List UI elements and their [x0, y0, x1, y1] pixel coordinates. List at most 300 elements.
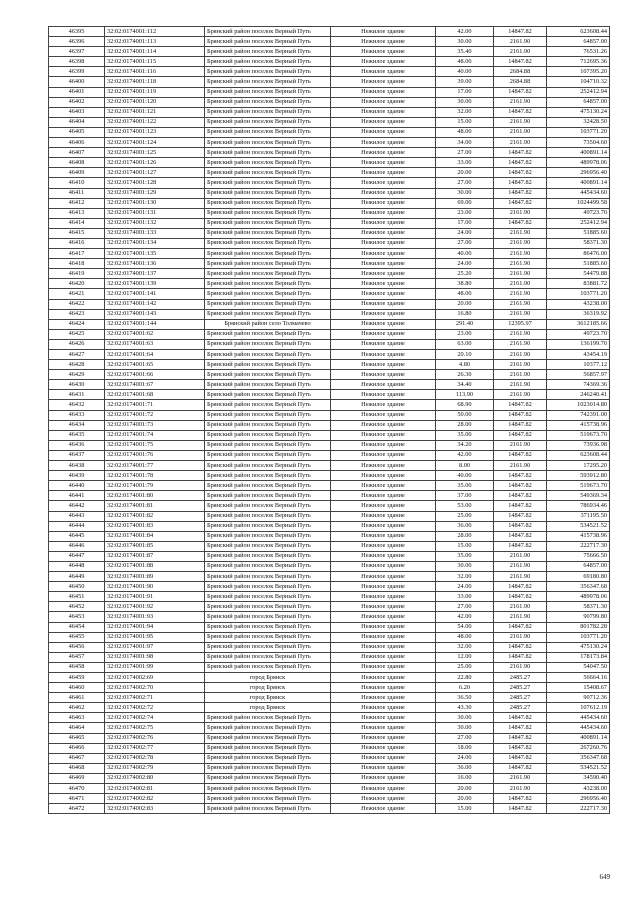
- specific-value-cell: 2161.90: [494, 551, 547, 561]
- cadastral-number-cell: 32:02:0174001:94: [105, 622, 205, 632]
- cadastral-number-cell: 32:02:0174001:123: [105, 127, 205, 137]
- specific-value-cell: 2485.27: [494, 673, 547, 683]
- cadastral-number-cell: 32:02:0174001:81: [105, 501, 205, 511]
- row-number-cell: 46396: [49, 37, 105, 47]
- area-cell: 32.00: [436, 572, 494, 582]
- row-number-cell: 46399: [49, 67, 105, 77]
- cadastral-value-cell: 445434.60: [547, 188, 610, 198]
- area-cell: 25.00: [436, 511, 494, 521]
- row-number-cell: 46447: [49, 551, 105, 561]
- table-row: [49, 572, 610, 582]
- cadastral-value-cell: 1023014.80: [547, 400, 610, 410]
- area-cell: 15.00: [436, 804, 494, 814]
- cadastral-number-cell: 32:02:0174001:134: [105, 238, 205, 248]
- table-row: [49, 37, 610, 47]
- cadastral-number-cell: 32:02:0174001:122: [105, 117, 205, 127]
- object-type-cell: Нежилое здание: [331, 410, 436, 420]
- specific-value-cell: 14847.82: [494, 430, 547, 440]
- cadastral-value-cell: 54479.88: [547, 269, 610, 279]
- row-number-cell: 46448: [49, 561, 105, 571]
- area-cell: 27.00: [436, 733, 494, 743]
- cadastral-number-cell: 32:02:0174001:74: [105, 430, 205, 440]
- cadastral-number-cell: 32:02:0174001:141: [105, 289, 205, 299]
- cadastral-value-cell: 36319.92: [547, 309, 610, 319]
- specific-value-cell: 2161.90: [494, 249, 547, 259]
- row-number-cell: 46398: [49, 57, 105, 67]
- area-cell: 34.00: [436, 138, 494, 148]
- address-cell: Брянский район поселок Верный Путь: [205, 450, 331, 460]
- cadastral-number-cell: 32:02:0174002:83: [105, 804, 205, 814]
- specific-value-cell: 14847.82: [494, 491, 547, 501]
- table-row: [49, 218, 610, 228]
- row-number-cell: 46468: [49, 763, 105, 773]
- table-row: [49, 279, 610, 289]
- area-cell: 26.30: [436, 370, 494, 380]
- cadastral-number-cell: 32:02:0174001:92: [105, 602, 205, 612]
- specific-value-cell: 2485.27: [494, 683, 547, 693]
- table-row: [49, 158, 610, 168]
- specific-value-cell: 14847.82: [494, 148, 547, 158]
- object-type-cell: Нежилое здание: [331, 461, 436, 471]
- table-row: [49, 269, 610, 279]
- cadastral-value-cell: 623608.44: [547, 27, 610, 37]
- address-cell: Брянский район поселок Верный Путь: [205, 259, 331, 269]
- table-row: [49, 138, 610, 148]
- row-number-cell: 46465: [49, 733, 105, 743]
- object-type-cell: Нежилое здание: [331, 178, 436, 188]
- address-cell: Брянский район поселок Верный Путь: [205, 138, 331, 148]
- cadastral-number-cell: 32:02:0174002:69: [105, 673, 205, 683]
- object-type-cell: Нежилое здание: [331, 582, 436, 592]
- cadastral-value-cell: 356347.68: [547, 753, 610, 763]
- row-number-cell: 46427: [49, 350, 105, 360]
- object-type-cell: Нежилое здание: [331, 158, 436, 168]
- object-type-cell: Нежилое здание: [331, 117, 436, 127]
- specific-value-cell: 2161.90: [494, 784, 547, 794]
- area-cell: 27.00: [436, 178, 494, 188]
- address-cell: Брянский район поселок Верный Путь: [205, 360, 331, 370]
- area-cell: 15.00: [436, 117, 494, 127]
- specific-value-cell: 2161.90: [494, 360, 547, 370]
- table-row: [49, 461, 610, 471]
- area-cell: 48.00: [436, 127, 494, 137]
- row-number-cell: 46426: [49, 339, 105, 349]
- row-number-cell: 46430: [49, 380, 105, 390]
- object-type-cell: Нежилое здание: [331, 380, 436, 390]
- cadastral-value-cell: 32428.50: [547, 117, 610, 127]
- address-cell: Брянский район поселок Верный Путь: [205, 551, 331, 561]
- specific-value-cell: 2161.90: [494, 773, 547, 783]
- table-row: [49, 198, 610, 208]
- address-cell: Брянский район поселок Верный Путь: [205, 400, 331, 410]
- object-type-cell: Нежилое здание: [331, 501, 436, 511]
- area-cell: 42.00: [436, 450, 494, 460]
- area-cell: 48.00: [436, 632, 494, 642]
- row-number-cell: 46423: [49, 309, 105, 319]
- address-cell: Брянский район поселок Верный Путь: [205, 773, 331, 783]
- row-number-cell: 46457: [49, 652, 105, 662]
- cadastral-value-cell: 519673.70: [547, 430, 610, 440]
- cadastral-value-cell: 222717.30: [547, 804, 610, 814]
- area-cell: 4.80: [436, 360, 494, 370]
- address-cell: Брянский район поселок Верный Путь: [205, 57, 331, 67]
- address-cell: Брянский район поселок Верный Путь: [205, 228, 331, 238]
- specific-value-cell: 2161.90: [494, 370, 547, 380]
- cadastral-value-cell: 593912.80: [547, 471, 610, 481]
- cadastral-number-cell: 32:02:0174002:70: [105, 683, 205, 693]
- cadastral-value-cell: 1024499.58: [547, 198, 610, 208]
- row-number-cell: 46397: [49, 47, 105, 57]
- row-number-cell: 46453: [49, 612, 105, 622]
- area-cell: 291.40: [436, 319, 494, 329]
- specific-value-cell: 14847.82: [494, 107, 547, 117]
- address-cell: Брянский район поселок Верный Путь: [205, 390, 331, 400]
- object-type-cell: Нежилое здание: [331, 773, 436, 783]
- table-row: [49, 642, 610, 652]
- row-number-cell: 46411: [49, 188, 105, 198]
- area-cell: 30.00: [436, 97, 494, 107]
- cadastral-number-cell: 32:02:0174001:115: [105, 57, 205, 67]
- address-cell: Брянский район поселок Верный Путь: [205, 67, 331, 77]
- object-type-cell: Нежилое здание: [331, 238, 436, 248]
- cadastral-value-cell: 76531.26: [547, 47, 610, 57]
- row-number-cell: 46413: [49, 208, 105, 218]
- cadastral-number-cell: 32:02:0174001:139: [105, 279, 205, 289]
- page-number: 649: [599, 873, 610, 881]
- area-cell: 34.20: [436, 440, 494, 450]
- specific-value-cell: 2161.90: [494, 632, 547, 642]
- row-number-cell: 46432: [49, 400, 105, 410]
- address-cell: Брянский район поселок Верный Путь: [205, 178, 331, 188]
- area-cell: 25.00: [436, 662, 494, 672]
- table-row: [49, 97, 610, 107]
- cadastral-number-cell: 32:02:0174001:142: [105, 299, 205, 309]
- specific-value-cell: 2161.90: [494, 390, 547, 400]
- area-cell: 35.00: [436, 551, 494, 561]
- cadastral-value-cell: 90712.36: [547, 693, 610, 703]
- table-row: [49, 87, 610, 97]
- object-type-cell: Нежилое здание: [331, 602, 436, 612]
- address-cell: Брянский район поселок Верный Путь: [205, 430, 331, 440]
- row-number-cell: 46438: [49, 461, 105, 471]
- table-row: [49, 329, 610, 339]
- area-cell: 33.00: [436, 158, 494, 168]
- row-number-cell: 46400: [49, 77, 105, 87]
- object-type-cell: Нежилое здание: [331, 289, 436, 299]
- area-cell: 27.00: [436, 602, 494, 612]
- cadastral-value-cell: 400891.14: [547, 178, 610, 188]
- area-cell: 34.40: [436, 380, 494, 390]
- table-row: [49, 117, 610, 127]
- table-row: [49, 57, 610, 67]
- table-row: [49, 743, 610, 753]
- specific-value-cell: 14847.82: [494, 471, 547, 481]
- row-number-cell: 46433: [49, 410, 105, 420]
- area-cell: 48.00: [436, 289, 494, 299]
- object-type-cell: Нежилое здание: [331, 218, 436, 228]
- table-row: [49, 107, 610, 117]
- specific-value-cell: 2485.27: [494, 703, 547, 713]
- address-cell: Брянский район поселок Верный Путь: [205, 622, 331, 632]
- cadastral-number-cell: 32:02:0174001:71: [105, 400, 205, 410]
- cadastral-number-cell: 32:02:0174002:71: [105, 693, 205, 703]
- object-type-cell: Нежилое здание: [331, 329, 436, 339]
- cadastral-number-cell: 32:02:0174001:135: [105, 249, 205, 259]
- specific-value-cell: 14847.82: [494, 713, 547, 723]
- row-number-cell: 46402: [49, 97, 105, 107]
- specific-value-cell: 14847.82: [494, 420, 547, 430]
- area-cell: 54.00: [436, 622, 494, 632]
- object-type-cell: Нежилое здание: [331, 551, 436, 561]
- area-cell: 20.00: [436, 168, 494, 178]
- cadastral-number-cell: 32:02:0174001:129: [105, 188, 205, 198]
- row-number-cell: 46437: [49, 450, 105, 460]
- object-type-cell: Нежилое здание: [331, 491, 436, 501]
- area-cell: 69.00: [436, 198, 494, 208]
- area-cell: 30.00: [436, 723, 494, 733]
- cadastral-number-cell: 32:02:0174001:136: [105, 259, 205, 269]
- address-cell: Брянский район поселок Верный Путь: [205, 713, 331, 723]
- specific-value-cell: 2161.90: [494, 461, 547, 471]
- cadastral-number-cell: 32:02:0174001:79: [105, 481, 205, 491]
- cadastral-value-cell: 51885.60: [547, 259, 610, 269]
- table-row: [49, 430, 610, 440]
- area-cell: 17.00: [436, 87, 494, 97]
- address-cell: Брянский район поселок Верный Путь: [205, 481, 331, 491]
- cadastral-value-cell: 103771.20: [547, 127, 610, 137]
- table-row: [49, 683, 610, 693]
- address-cell: Брянский район поселок Верный Путь: [205, 784, 331, 794]
- area-cell: 20.00: [436, 794, 494, 804]
- area-cell: 39.00: [436, 77, 494, 87]
- specific-value-cell: 14847.82: [494, 57, 547, 67]
- table-row: [49, 27, 610, 37]
- table-row: [49, 703, 610, 713]
- row-number-cell: 46472: [49, 804, 105, 814]
- object-type-cell: Нежилое здание: [331, 592, 436, 602]
- row-number-cell: 46421: [49, 289, 105, 299]
- specific-value-cell: 14847.82: [494, 450, 547, 460]
- specific-value-cell: 14847.82: [494, 582, 547, 592]
- specific-value-cell: 2161.90: [494, 572, 547, 582]
- specific-value-cell: 2161.90: [494, 380, 547, 390]
- specific-value-cell: 2161.90: [494, 329, 547, 339]
- object-type-cell: Нежилое здание: [331, 531, 436, 541]
- cadastral-number-cell: 32:02:0174001:126: [105, 158, 205, 168]
- object-type-cell: Нежилое здание: [331, 390, 436, 400]
- address-cell: город Брянск: [205, 693, 331, 703]
- object-type-cell: Нежилое здание: [331, 804, 436, 814]
- cadastral-value-cell: 15408.67: [547, 683, 610, 693]
- row-number-cell: 46416: [49, 238, 105, 248]
- address-cell: Брянский район поселок Верный Путь: [205, 632, 331, 642]
- cadastral-number-cell: 32:02:0174001:98: [105, 652, 205, 662]
- row-number-cell: 46424: [49, 319, 105, 329]
- cadastral-value-cell: 222717.30: [547, 541, 610, 551]
- cadastral-value-cell: 104710.32: [547, 77, 610, 87]
- cadastral-value-cell: 83881.72: [547, 279, 610, 289]
- cadastral-value-cell: 400891.14: [547, 148, 610, 158]
- cadastral-number-cell: 32:02:0174001:90: [105, 582, 205, 592]
- cadastral-number-cell: 32:02:0174001:121: [105, 107, 205, 117]
- address-cell: Брянский район поселок Верный Путь: [205, 117, 331, 127]
- cadastral-number-cell: 32:02:0174001:85: [105, 541, 205, 551]
- address-cell: Брянский район поселок Верный Путь: [205, 27, 331, 37]
- area-cell: 16.80: [436, 309, 494, 319]
- address-cell: Брянский район поселок Верный Путь: [205, 652, 331, 662]
- address-cell: Брянский район поселок Верный Путь: [205, 602, 331, 612]
- cadastral-number-cell: 32:02:0174001:124: [105, 138, 205, 148]
- cadastral-number-cell: 32:02:0174002:72: [105, 703, 205, 713]
- table-row: [49, 360, 610, 370]
- cadastral-value-cell: 34590.40: [547, 773, 610, 783]
- cadastral-number-cell: 32:02:0174001:63: [105, 339, 205, 349]
- address-cell: Брянский район поселок Верный Путь: [205, 511, 331, 521]
- area-cell: 6.20: [436, 683, 494, 693]
- cadastral-value-cell: 3612185.66: [547, 319, 610, 329]
- object-type-cell: Нежилое здание: [331, 400, 436, 410]
- object-type-cell: Нежилое здание: [331, 249, 436, 259]
- area-cell: 30.00: [436, 37, 494, 47]
- specific-value-cell: 14847.82: [494, 168, 547, 178]
- area-cell: 27.00: [436, 238, 494, 248]
- row-number-cell: 46467: [49, 753, 105, 763]
- specific-value-cell: 2161.90: [494, 662, 547, 672]
- row-number-cell: 46419: [49, 269, 105, 279]
- area-cell: 20.00: [436, 299, 494, 309]
- specific-value-cell: 14847.82: [494, 27, 547, 37]
- address-cell: Брянский район поселок Верный Путь: [205, 733, 331, 743]
- cadastral-number-cell: 32:02:0174001:130: [105, 198, 205, 208]
- cadastral-number-cell: 32:02:0174001:93: [105, 612, 205, 622]
- cadastral-number-cell: 32:02:0174001:143: [105, 309, 205, 319]
- specific-value-cell: 14847.82: [494, 481, 547, 491]
- row-number-cell: 46439: [49, 471, 105, 481]
- object-type-cell: Нежилое здание: [331, 662, 436, 672]
- object-type-cell: Нежилое здание: [331, 683, 436, 693]
- area-cell: 36.00: [436, 521, 494, 531]
- specific-value-cell: 2161.90: [494, 350, 547, 360]
- row-number-cell: 46403: [49, 107, 105, 117]
- specific-value-cell: 2161.90: [494, 602, 547, 612]
- row-number-cell: 46452: [49, 602, 105, 612]
- cadastral-number-cell: 32:02:0174001:99: [105, 662, 205, 672]
- object-type-cell: Нежилое здание: [331, 753, 436, 763]
- address-cell: Брянский район поселок Верный Путь: [205, 804, 331, 814]
- area-cell: 53.00: [436, 501, 494, 511]
- table-row: [49, 511, 610, 521]
- cadastral-value-cell: 519673.70: [547, 481, 610, 491]
- row-number-cell: 46431: [49, 390, 105, 400]
- cadastral-value-cell: 107395.20: [547, 67, 610, 77]
- cadastral-value-cell: 75666.50: [547, 551, 610, 561]
- address-cell: Брянский район поселок Верный Путь: [205, 753, 331, 763]
- table-row: [49, 794, 610, 804]
- specific-value-cell: 14847.82: [494, 743, 547, 753]
- address-cell: Брянский район поселок Верный Путь: [205, 289, 331, 299]
- row-number-cell: 46461: [49, 693, 105, 703]
- address-cell: Брянский район поселок Верный Путь: [205, 582, 331, 592]
- cadastral-value-cell: 73936.98: [547, 440, 610, 450]
- address-cell: Брянский район поселок Верный Путь: [205, 168, 331, 178]
- address-cell: Брянский район поселок Верный Путь: [205, 612, 331, 622]
- object-type-cell: Нежилое здание: [331, 713, 436, 723]
- cadastral-number-cell: 32:02:0174001:64: [105, 350, 205, 360]
- address-cell: Брянский район поселок Верный Путь: [205, 158, 331, 168]
- cadastral-number-cell: 32:02:0174002:77: [105, 743, 205, 753]
- table-row: [49, 612, 610, 622]
- specific-value-cell: 2161.90: [494, 117, 547, 127]
- address-cell: Брянский район поселок Верный Путь: [205, 97, 331, 107]
- row-number-cell: 46404: [49, 117, 105, 127]
- specific-value-cell: 2684.88: [494, 67, 547, 77]
- cadastral-value-cell: 64857.00: [547, 37, 610, 47]
- address-cell: город Брянск: [205, 703, 331, 713]
- row-number-cell: 46441: [49, 491, 105, 501]
- specific-value-cell: 14847.82: [494, 592, 547, 602]
- table-row: [49, 632, 610, 642]
- row-number-cell: 46405: [49, 127, 105, 137]
- area-cell: 24.00: [436, 228, 494, 238]
- area-cell: 32.00: [436, 642, 494, 652]
- row-number-cell: 46422: [49, 299, 105, 309]
- object-type-cell: Нежилое здание: [331, 208, 436, 218]
- specific-value-cell: 14847.82: [494, 763, 547, 773]
- row-number-cell: 46450: [49, 582, 105, 592]
- object-type-cell: Нежилое здание: [331, 784, 436, 794]
- area-cell: 40.00: [436, 67, 494, 77]
- cadastral-number-cell: 32:02:0174001:80: [105, 491, 205, 501]
- table-row: [49, 673, 610, 683]
- specific-value-cell: 2161.90: [494, 47, 547, 57]
- cadastral-value-cell: 534521.52: [547, 521, 610, 531]
- object-type-cell: Нежилое здание: [331, 511, 436, 521]
- cadastral-number-cell: 32:02:0174001:75: [105, 440, 205, 450]
- object-type-cell: Нежилое здание: [331, 339, 436, 349]
- row-number-cell: 46440: [49, 481, 105, 491]
- address-cell: Брянский район поселок Верный Путь: [205, 541, 331, 551]
- row-number-cell: 46459: [49, 673, 105, 683]
- table-row: [49, 531, 610, 541]
- object-type-cell: Нежилое здание: [331, 693, 436, 703]
- object-type-cell: Нежилое здание: [331, 259, 436, 269]
- address-cell: Брянский район поселок Верный Путь: [205, 279, 331, 289]
- specific-value-cell: 14847.82: [494, 723, 547, 733]
- area-cell: 12.00: [436, 652, 494, 662]
- row-number-cell: 46420: [49, 279, 105, 289]
- object-type-cell: Нежилое здание: [331, 37, 436, 47]
- row-number-cell: 46435: [49, 430, 105, 440]
- cadastral-value-cell: 58371.30: [547, 602, 610, 612]
- specific-value-cell: 2161.90: [494, 339, 547, 349]
- address-cell: Брянский район поселок Верный Путь: [205, 218, 331, 228]
- area-cell: 50.00: [436, 410, 494, 420]
- cadastral-value-cell: 371195.50: [547, 511, 610, 521]
- row-number-cell: 46454: [49, 622, 105, 632]
- row-number-cell: 46429: [49, 370, 105, 380]
- area-cell: 35.00: [436, 430, 494, 440]
- object-type-cell: Нежилое здание: [331, 471, 436, 481]
- object-type-cell: Нежилое здание: [331, 652, 436, 662]
- address-cell: Брянский район поселок Верный Путь: [205, 299, 331, 309]
- row-number-cell: 46443: [49, 511, 105, 521]
- cadastral-value-cell: 489978.06: [547, 158, 610, 168]
- cadastral-number-cell: 32:02:0174001:89: [105, 572, 205, 582]
- specific-value-cell: 2161.90: [494, 259, 547, 269]
- row-number-cell: 46428: [49, 360, 105, 370]
- cadastral-number-cell: 32:02:0174001:132: [105, 218, 205, 228]
- cadastral-number-cell: 32:02:0174001:118: [105, 77, 205, 87]
